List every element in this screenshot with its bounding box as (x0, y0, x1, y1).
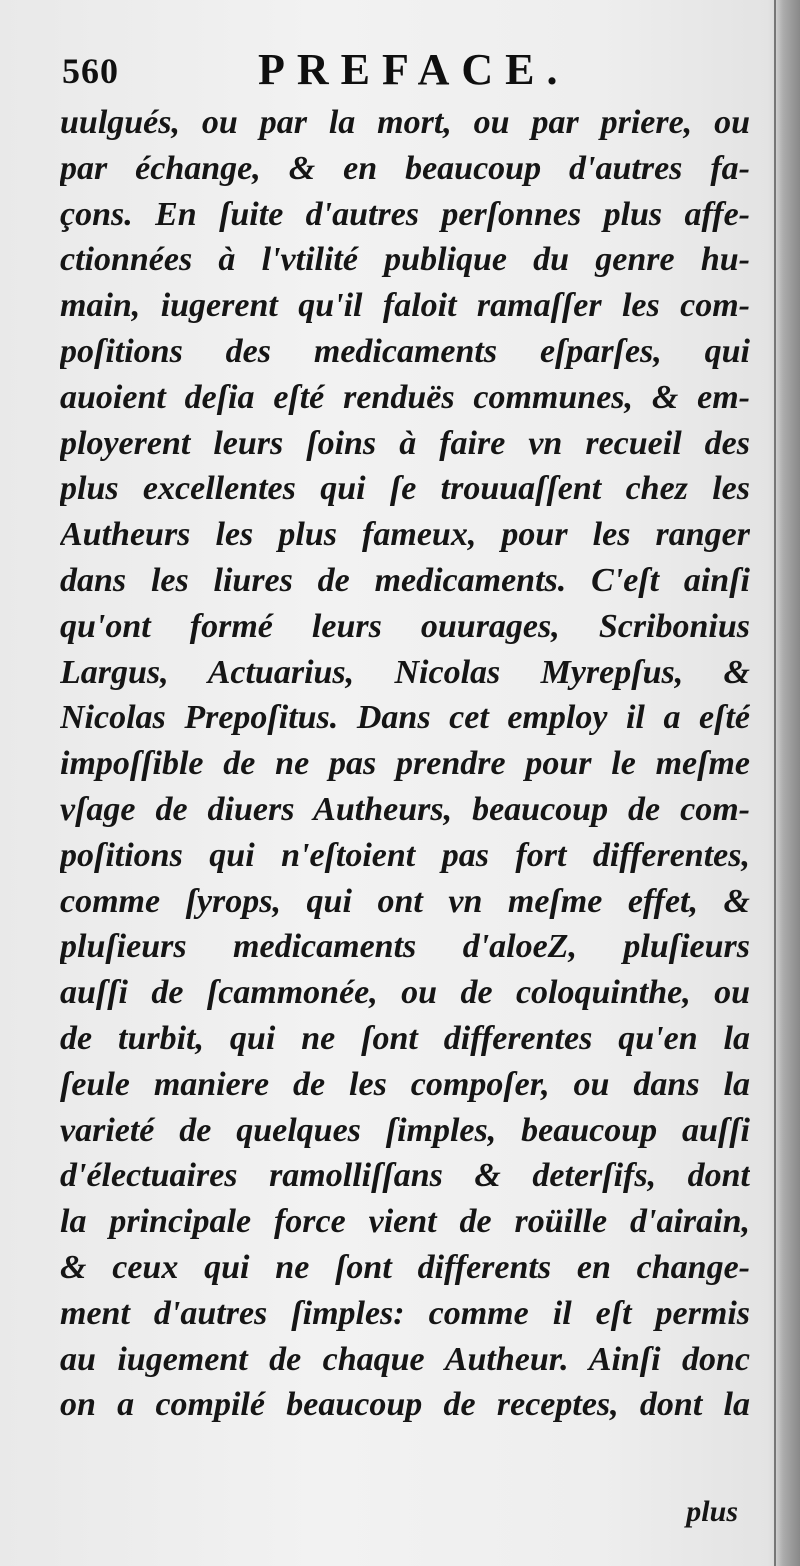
text-line: & ceux qui ne ſont differents en change- (60, 1248, 750, 1286)
catchword: plus (686, 1495, 738, 1528)
text-line: la principale force vient de roüille d'airain, (60, 1203, 750, 1241)
page-gutter-shadow (774, 0, 800, 1566)
text-line: ſeule maniere de les compoſer, ou dans la (60, 1065, 750, 1103)
text-line: par échange, & en beaucoup d'autres fa- (60, 149, 750, 187)
text-line: Largus, Actuarius, Nicolas Myrepſus, & (60, 653, 750, 691)
text-line: uulgués, ou par la mort, ou par priere, ou (60, 104, 750, 141)
text-line: çons. En ſuite d'autres perſonnes plus affe- (60, 195, 750, 233)
body-text (60, 100, 750, 1480)
text-line: au iugement de chaque Autheur. Ainſi donc (60, 1340, 750, 1378)
text-line: vſage de diuers Autheurs, beaucoup de com- (60, 790, 750, 828)
text-line: on a compilé beaucoup de receptes, dont la (60, 1386, 750, 1424)
text-line: auoient deſia eſté renduës communes, & em- (60, 378, 750, 416)
text-line: pluſieurs medicaments d'aloeZ, pluſieurs (60, 928, 750, 966)
text-line: comme ſyrops, qui ont vn meſme effet, & (60, 882, 750, 920)
text-line: ctionnées à l'vtilité publique du genre hu- (60, 241, 750, 279)
text-line: de turbit, qui ne ſont differentes qu'en la (60, 1019, 750, 1057)
text-line: ployerent leurs ſoins à faire vn recueil des (60, 424, 750, 462)
text-line: poſitions des medicaments eſparſes, qui (60, 332, 750, 370)
page-number: 560 (62, 51, 119, 91)
text-line: ment d'autres ſimples: comme il eſt permis (60, 1294, 750, 1332)
text-line: poſitions qui n'eſtoient pas fort differentes, (60, 836, 750, 874)
text-line: qu'ont formé leurs ouurages, Scribonius (60, 607, 750, 645)
text-line: impoſſible de ne pas prendre pour le meſme (60, 745, 750, 783)
page-header (62, 44, 752, 96)
text-line: Nicolas Prepoſitus. Dans cet employ il a eſté (60, 699, 750, 737)
page-edge-line (774, 0, 776, 1566)
text-line: auſſi de ſcammonée, ou de coloquinthe, ou (60, 974, 750, 1012)
text-line: d'électuaires ramolliſſans & deterſifs, dont (60, 1157, 750, 1195)
text-line: dans les liures de medicaments. C'eſt ainſi (60, 561, 750, 599)
text-line: plus excellentes qui ſe trouuaſſent chez les (60, 470, 750, 508)
text-line: Autheurs les plus fameux, pour les ranger (60, 516, 750, 554)
running-title: PREFACE. (258, 45, 570, 94)
text-line: main, iugerent qu'il faloit ramaſſer les com- (60, 287, 750, 325)
text-line: varieté de quelques ſimples, beaucoup auſſi (60, 1111, 750, 1149)
